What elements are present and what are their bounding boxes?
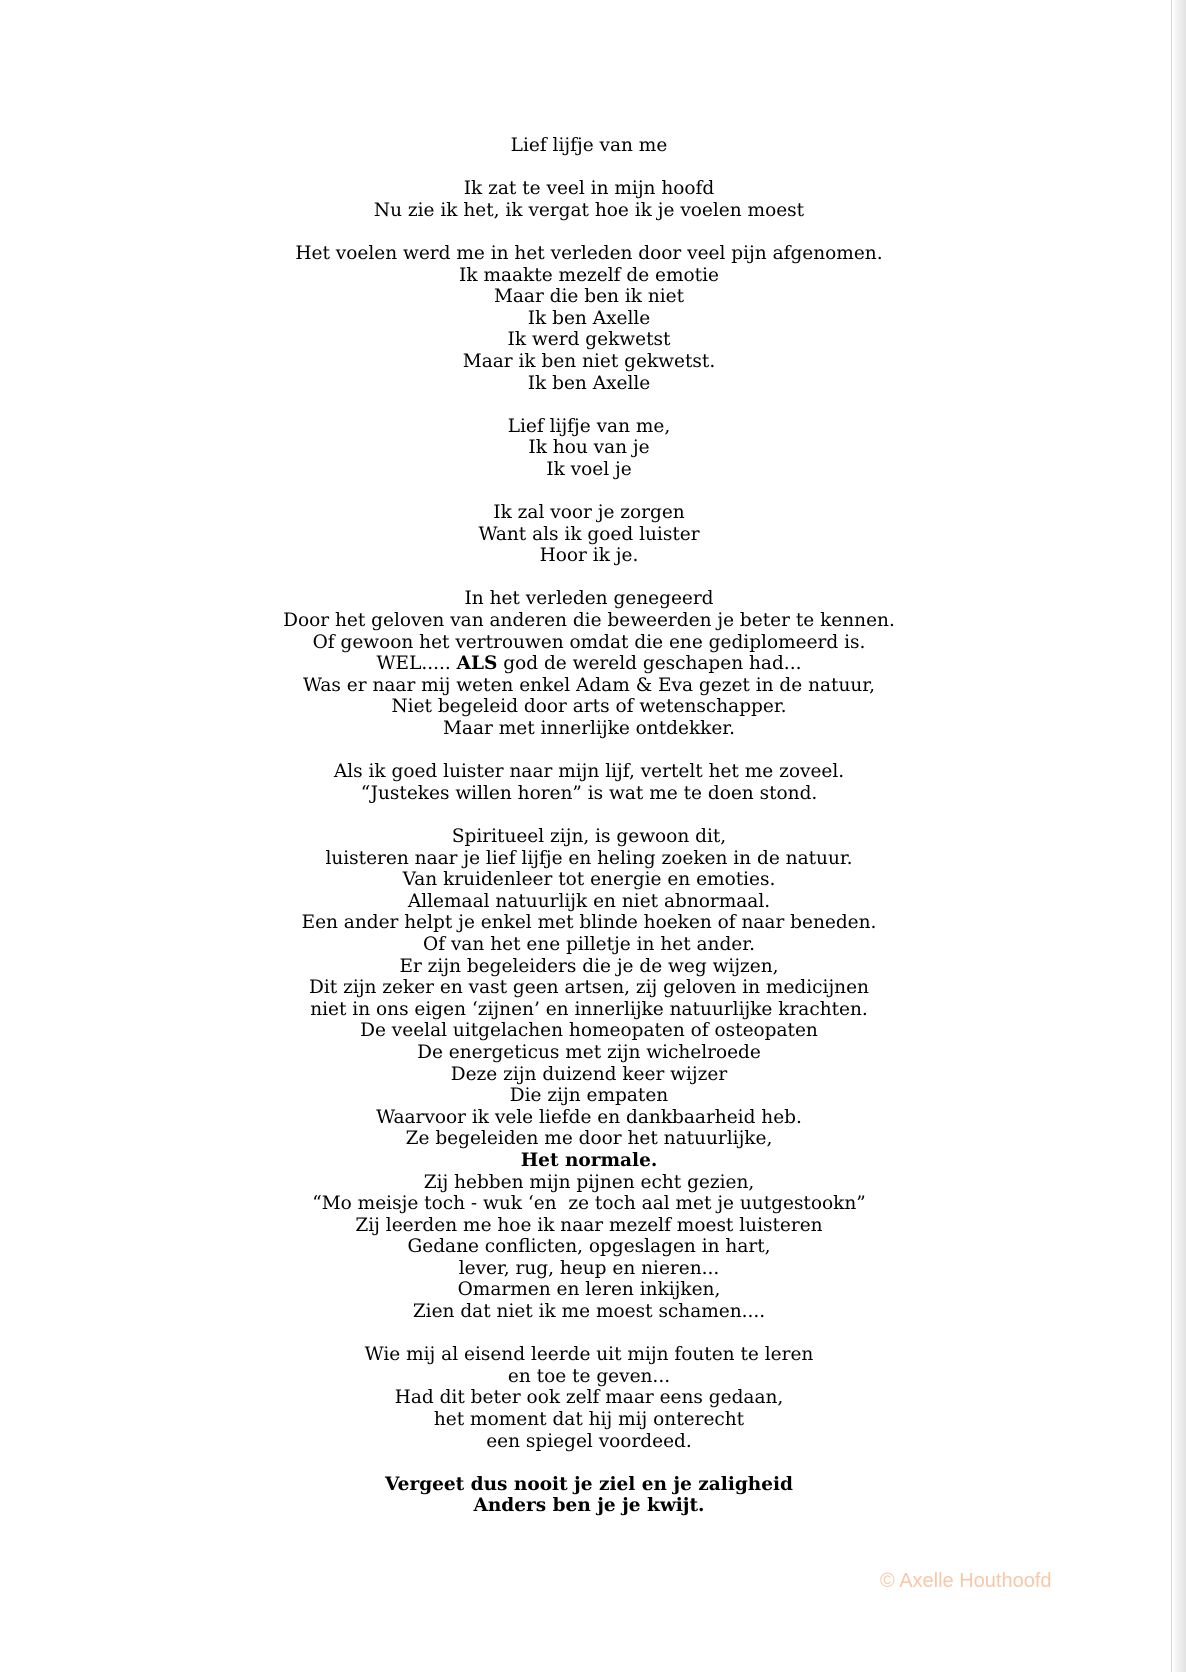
poem-line: Ik ben Axelle (527, 307, 651, 329)
poem-line: Een ander helpt je enkel met blinde hoeken of naar beneden. (301, 912, 877, 934)
stanza-gap (0, 740, 1178, 762)
poem-line: een spiegel voordeed. (486, 1430, 692, 1452)
poem-line: Niet begeleid door arts of wetenschapper. (391, 696, 787, 718)
poem-line: “Justekes willen horen” is wat me te doen stond. (360, 782, 818, 804)
poem-line: Allemaal natuurlijk en niet abnormaal. (407, 890, 771, 912)
poem-line: Lief lijfje van me, (507, 415, 671, 437)
poem-line: Het voelen werd me in het verleden door veel pijn afgenomen. (295, 242, 883, 264)
poem-line: Ik zat te veel in mijn hoofd (463, 178, 715, 200)
poem-line: In het verleden genegeerd (464, 588, 714, 610)
stanza-gap (0, 481, 1178, 503)
als-post: god de wereld geschapen had... (497, 653, 802, 675)
poem-line: Maar met innerlijke ontdekker. (442, 718, 736, 740)
poem-line: Of van het ene pilletje in het ander. (423, 933, 755, 955)
poem-line: lever, rug, heup en nieren... (458, 1257, 720, 1279)
poem-line-als (0, 653, 1178, 675)
poem-line: Zien dat niet ik me moest schamen.... (412, 1301, 766, 1323)
poem-line: Waarvoor ik vele liefde en dankbaarheid heb. (376, 1106, 802, 1128)
poem-line: Zij hebben mijn pijnen echt gezien, (423, 1171, 755, 1193)
poem-line: Wie mij al eisend leerde uit mijn fouten te leren (364, 1344, 814, 1366)
poem-line: Dit zijn zeker en vast geen artsen, zij geloven in medicijnen (309, 977, 869, 999)
poem-line: Had dit beter ook zelf maar eens gedaan, (394, 1387, 784, 1409)
poem-line: Nu zie ik het, ik vergat hoe ik je voelen moest (373, 199, 805, 221)
stanza-gap (0, 394, 1178, 416)
als-bold: ALS (456, 653, 498, 675)
poem-line: De energeticus met zijn wichelroede (417, 1041, 761, 1063)
poem-line: Gedane conflicten, opgeslagen in hart, (407, 1236, 771, 1258)
poem-closing-line: Anders ben je je kwijt. (473, 1495, 705, 1517)
poem-line: Hoor ik je. (539, 545, 639, 567)
poem-line: Maar die ben ik niet (493, 286, 685, 308)
poem-line: Er zijn begeleiders die je de weg wijzen, (399, 955, 779, 977)
copyright-notice: © Axelle Houthoofd (880, 1570, 1052, 1592)
poem-line: Want als ik goed luister (478, 523, 700, 545)
poem-line: Ik maakte mezelf de emotie (459, 264, 719, 286)
poem-title: Lief lijfje van me (510, 135, 668, 156)
poem-line: Maar ik ben niet gekwetst. (462, 350, 716, 372)
poem-line: Van kruidenleer tot energie en emoties. (402, 869, 776, 891)
poem-line: Ze begeleiden me door het natuurlijke, (405, 1128, 773, 1150)
page-edge-shadow (1171, 0, 1186, 1672)
poem-line: Ik werd gekwetst (507, 329, 671, 351)
stanza-gap (0, 157, 1178, 179)
poem-line: Ik zal voor je zorgen (493, 502, 685, 524)
poem-line: “Mo meisje toch - wuk ‘en ze toch aal met je uutgestookn” (312, 1193, 866, 1215)
stanza-gap (0, 1323, 1178, 1345)
poem-line: Omarmen en leren inkijken, (457, 1279, 721, 1301)
poem-line: Was er naar mij weten enkel Adam & Eva gezet in de natuur, (303, 674, 875, 696)
poem-closing-line: Vergeet dus nooit je ziel en je zaligheid (385, 1473, 793, 1495)
poem-line: Of gewoon het vertrouwen omdat die ene gediplomeerd is. (312, 631, 866, 653)
poem-line-bold: Het normale. (520, 1149, 658, 1171)
poem (0, 135, 1178, 1517)
poem-line: Spiritueel zijn, is gewoon dit, (451, 826, 727, 847)
poem-line: Zij leerden me hoe ik naar mezelf moest luisteren (355, 1214, 823, 1236)
poem-line: niet in ons eigen ‘zijnen’ en innerlijke natuurlijke krachten. (310, 998, 868, 1020)
poem-line: Ik hou van je (528, 437, 650, 459)
poem-line: Als ik goed luister naar mijn lijf, vertelt het me zoveel. (333, 761, 845, 783)
stanza-gap (0, 567, 1178, 589)
als-pre: WEL..... (376, 653, 457, 675)
poem-line: luisteren naar je lief lijfje en heling zoeken in de natuur. (325, 847, 853, 869)
poem-line: het moment dat hij mij onterecht (433, 1409, 745, 1431)
poem-line: Deze zijn duizend keer wijzer (450, 1063, 728, 1085)
poem-line: Ik ben Axelle (527, 372, 651, 394)
stanza-gap (0, 1452, 1178, 1474)
poem-line: De veelal uitgelachen homeopaten of osteopaten (360, 1020, 818, 1042)
poem-line: Die zijn empaten (509, 1085, 669, 1107)
poem-line: Door het geloven van anderen die beweerden je beter te kennen. (283, 610, 895, 632)
stanza-gap (0, 221, 1178, 243)
poem-line: en toe te geven... (507, 1365, 671, 1387)
poem-line: Ik voel je (546, 458, 632, 480)
stanza-gap (0, 804, 1178, 826)
